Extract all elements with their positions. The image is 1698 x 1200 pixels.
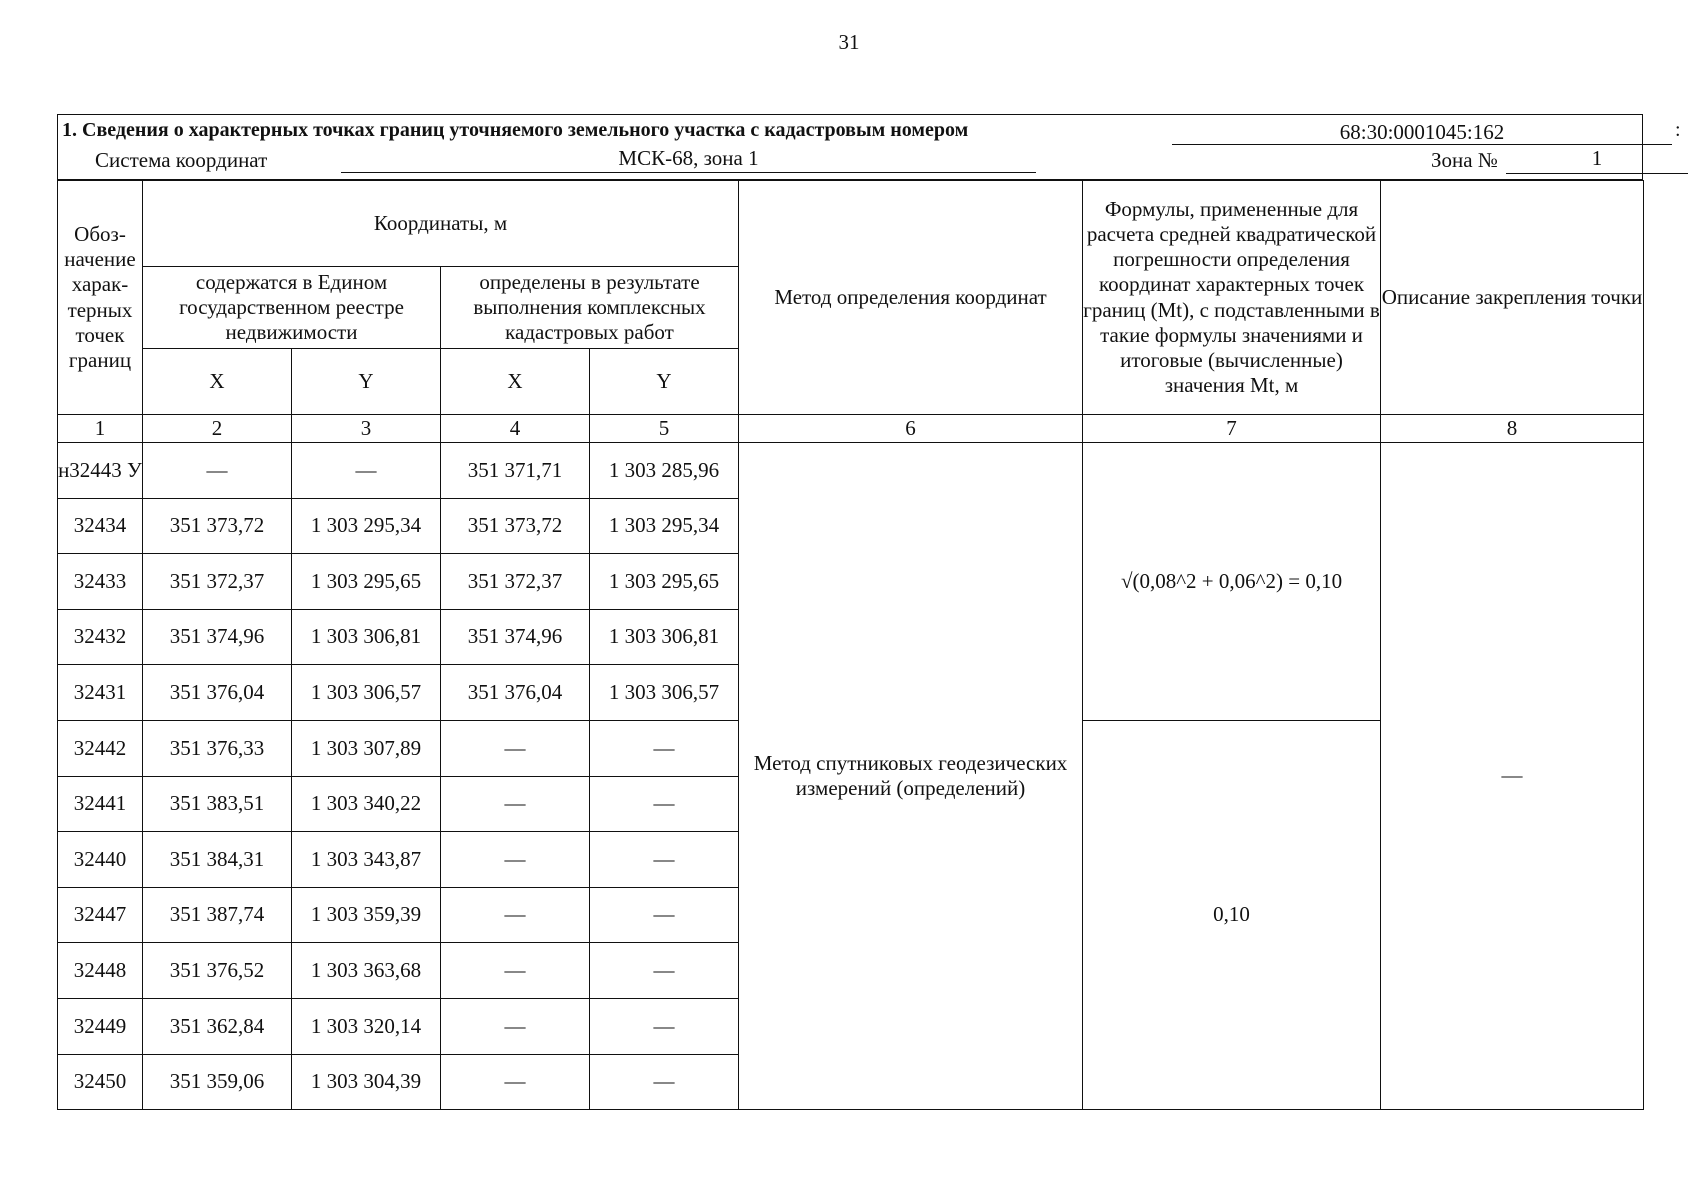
method-cell: Метод спутниковых геодезических измерений (определений) (739, 443, 1083, 1110)
y-registry: 1 303 343,87 (292, 832, 441, 888)
col-header-y-registry: Y (292, 349, 441, 415)
y-registry: 1 303 304,39 (292, 1054, 441, 1110)
zone-value: 1 (1506, 146, 1688, 174)
formula-cell: √(0,08^2 + 0,06^2) = 0,10 (1083, 443, 1381, 721)
col-header-y-works: Y (590, 349, 739, 415)
x-works: — (441, 832, 590, 888)
y-registry: 1 303 295,34 (292, 498, 441, 554)
y-works: — (590, 832, 739, 888)
x-works: — (441, 998, 590, 1054)
cadastral-number: 68:30:0001045:162 (1172, 120, 1672, 145)
x-works: 351 376,04 (441, 665, 590, 721)
column-number: 7 (1083, 415, 1381, 443)
x-works: 351 373,72 (441, 498, 590, 554)
y-works: 1 303 295,34 (590, 498, 739, 554)
y-registry: 1 303 306,81 (292, 609, 441, 665)
column-number: 5 (590, 415, 739, 443)
x-registry: 351 383,51 (143, 776, 292, 832)
x-registry: — (143, 443, 292, 499)
y-works: 1 303 306,57 (590, 665, 739, 721)
x-works: 351 371,71 (441, 443, 590, 499)
section-title: 1. Сведения о характерных точках границ уточняемого земельного участка с кадастровым номером (62, 119, 969, 141)
x-works: 351 374,96 (441, 609, 590, 665)
x-works: 351 372,37 (441, 554, 590, 610)
x-works: — (441, 776, 590, 832)
x-registry: 351 372,37 (143, 554, 292, 610)
x-registry: 351 373,72 (143, 498, 292, 554)
x-registry: 351 376,52 (143, 943, 292, 999)
y-registry: 1 303 363,68 (292, 943, 441, 999)
x-works: — (441, 720, 590, 776)
point-id: 32440 (58, 832, 143, 888)
y-registry: 1 303 307,89 (292, 720, 441, 776)
point-id: 32433 (58, 554, 143, 610)
page-number: 31 (838, 30, 860, 54)
x-registry: 351 376,33 (143, 720, 292, 776)
x-registry: 351 376,04 (143, 665, 292, 721)
y-works: — (590, 720, 739, 776)
point-id: 32431 (58, 665, 143, 721)
y-works: — (590, 887, 739, 943)
table-row (58, 443, 1644, 499)
y-works: — (590, 943, 739, 999)
x-registry: 351 384,31 (143, 832, 292, 888)
boundary-points-table (57, 180, 1644, 1110)
x-registry: 351 359,06 (143, 1054, 292, 1110)
col-header-in-registry: содержатся в Едином государственном реестре недвижимости (143, 267, 441, 349)
zone-label: Зона № (1431, 148, 1498, 172)
y-registry: — (292, 443, 441, 499)
point-id: 32449 (58, 998, 143, 1054)
col-header-x-works: X (441, 349, 590, 415)
y-works: — (590, 998, 739, 1054)
point-id: 32434 (58, 498, 143, 554)
column-number: 4 (441, 415, 590, 443)
y-registry: 1 303 320,14 (292, 998, 441, 1054)
x-works: — (441, 1054, 590, 1110)
mt-value-cell: 0,10 (1083, 720, 1381, 1109)
y-works: 1 303 295,65 (590, 554, 739, 610)
x-registry: 351 362,84 (143, 998, 292, 1054)
description-cell: — (1381, 443, 1644, 1110)
point-id: 32442 (58, 720, 143, 776)
col-header-by-works: определены в результате выполнения комплексных кадастровых работ (441, 267, 739, 349)
column-number: 1 (58, 415, 143, 443)
y-registry: 1 303 340,22 (292, 776, 441, 832)
column-numbers-row (58, 415, 1644, 443)
column-number: 6 (739, 415, 1083, 443)
column-number: 2 (143, 415, 292, 443)
column-number: 3 (292, 415, 441, 443)
col-header-coordinates: Координаты, м (143, 181, 739, 267)
coord-system-label: Система координат (95, 148, 268, 172)
x-works: — (441, 943, 590, 999)
y-registry: 1 303 306,57 (292, 665, 441, 721)
x-registry: 351 374,96 (143, 609, 292, 665)
point-id: 32441 (58, 776, 143, 832)
y-works: 1 303 285,96 (590, 443, 739, 499)
x-works: — (441, 887, 590, 943)
point-id: 32448 (58, 943, 143, 999)
y-registry: 1 303 359,39 (292, 887, 441, 943)
column-number: 8 (1381, 415, 1644, 443)
y-works: 1 303 306,81 (590, 609, 739, 665)
col-header-designation: Обоз-начение харак-терных точек границ (58, 181, 143, 415)
point-id: 32450 (58, 1054, 143, 1110)
col-header-formulas: Формулы, примененные для расчета средней квадратической погрешности определения координат характерных точек границ (Mt), с подставленными в такие формулы значениями и итоговые (вычисленные) значения Mt, м (1083, 181, 1381, 415)
point-id: 32447 (58, 887, 143, 943)
coord-system-value: МСК-68, зона 1 (341, 146, 1036, 173)
col-header-x-registry: X (143, 349, 292, 415)
col-header-description: Описание закрепления точки (1381, 181, 1644, 415)
y-registry: 1 303 295,65 (292, 554, 441, 610)
cadastral-colon: : (1675, 119, 1681, 141)
section-header (57, 114, 1681, 180)
col-header-method: Метод определения координат (739, 181, 1083, 415)
x-registry: 351 387,74 (143, 887, 292, 943)
point-id: н32443 У (58, 443, 143, 499)
y-works: — (590, 1054, 739, 1110)
y-works: — (590, 776, 739, 832)
point-id: 32432 (58, 609, 143, 665)
